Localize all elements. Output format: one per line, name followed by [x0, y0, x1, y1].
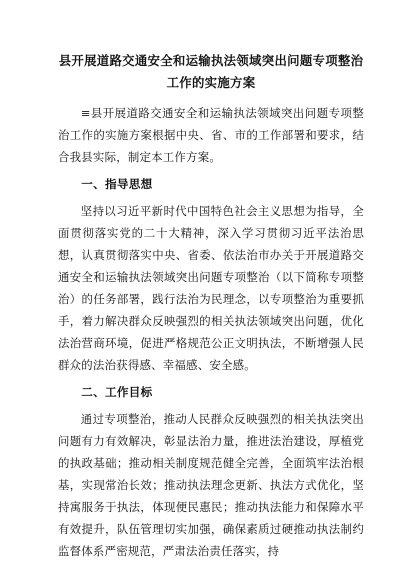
- section-body-work-goals: 通过专项整治，推动人民群众反映强烈的相关执法突出问题有力有效解决，彰显法治力量，推进法治建设，厚植党的执政基础；推动相关制度规范健全完善，全面筑牢法治根基，实现常治长效；推动执法理念更新、执法方式优化，坚持寓服务于执法，体现便民惠民；推动执法能力和保障水平有效提升，队伍管理切实加强，确保素质过硬推动执法制约监督体系严密规范，严肃法治责任落实，持: [58, 412, 364, 558]
- section-heading-work-goals: 二、工作目标: [81, 385, 153, 399]
- intro-paragraph: ≡县开展道路交通安全和运输执法领域突出问题专项整治工作的实施方案根据中央、省、市的工作部署和要求，结合我县实际，制定本工作方案。: [58, 106, 364, 164]
- section-body-guiding-thought: 坚持以习近平新时代中国特色社会主义思想为指导，全面贯彻落实党的二十大精神，深入学习贯彻习近平法治思想，认真贯彻落实中央、省委、依法治市办关于开展道路交通安全和运输执法领域突出问题专项整治（以下简称专项整治）的任务部署，践行法治为民理念，以专项整治为重要抓手，着力解决群众反映强烈的相关执法领域突出问题，优化法治营商环境，促进严格规范公正文明执法，不断增强人民群众的法治获得感、幸福感、安全感。: [58, 204, 364, 372]
- section-heading-guiding-thought: 一、指导思想: [81, 177, 153, 191]
- document-title: 县开展道路交通安全和运输执法领域突出问题专项整治工作的实施方案: [58, 53, 364, 90]
